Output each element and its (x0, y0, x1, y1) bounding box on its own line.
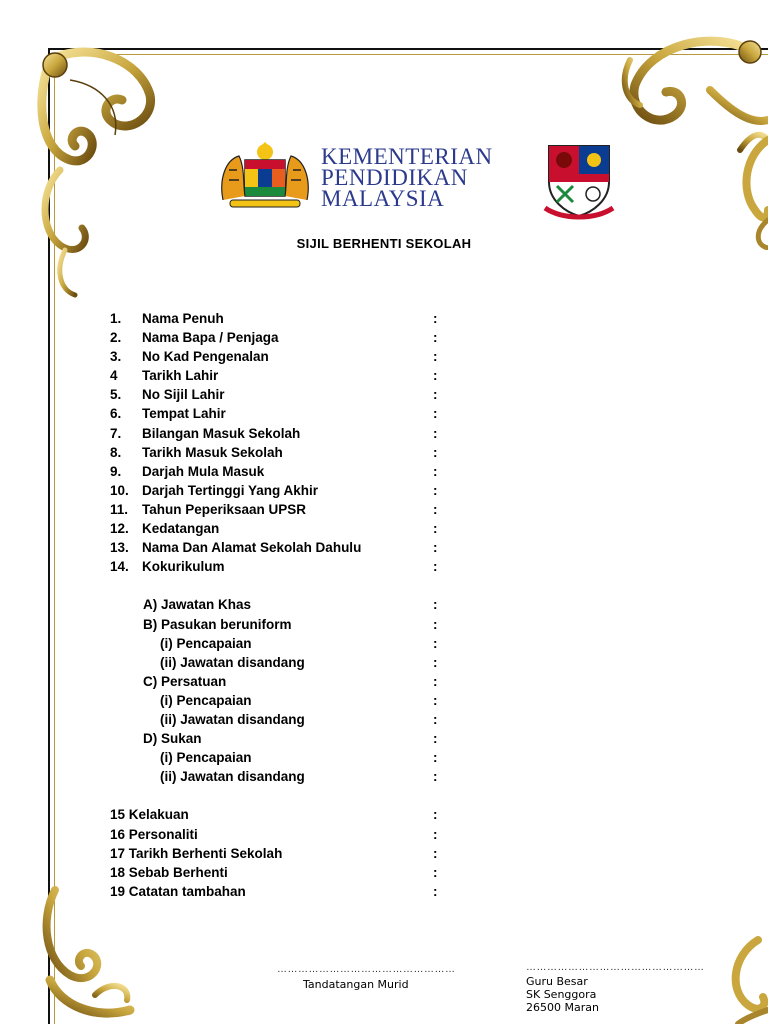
school-name: SK Senggora (526, 988, 597, 1001)
field-number: 13. (110, 540, 129, 556)
field-row (110, 387, 450, 406)
field-row (110, 807, 450, 826)
field-colon: : (433, 616, 438, 632)
field-label: 16 Personaliti (110, 826, 198, 842)
ministry-line-1: KEMENTERIAN (321, 144, 493, 169)
field-number: 14. (110, 559, 129, 575)
field-colon: : (433, 731, 438, 747)
field-label: Kokurikulum (142, 559, 225, 575)
field-label: Nama Dan Alamat Sekolah Dahulu (142, 540, 362, 556)
field-colon: : (433, 463, 438, 479)
field-number: 6. (110, 406, 122, 422)
field-label: No Sijil Lahir (142, 387, 225, 403)
cocurricular-label: A) Jawatan Khas (143, 597, 252, 613)
cocurricular-label: (i) Pencapaian (160, 750, 252, 766)
cocurricular-label: (ii) Jawatan disandang (160, 711, 305, 727)
cocurricular-label: (i) Pencapaian (160, 635, 252, 651)
field-number: 9. (110, 463, 122, 479)
field-label: Kedatangan (142, 521, 220, 537)
field-number: 7. (110, 425, 122, 441)
spacer (110, 788, 450, 807)
field-number: 4 (110, 368, 118, 384)
field-row (110, 426, 450, 445)
field-label: Bilangan Masuk Sekolah (142, 425, 301, 441)
cocurricular-row (110, 769, 450, 788)
student-signature-line: …………………………………………… (277, 964, 456, 975)
field-label: 17 Tarikh Berhenti Sekolah (110, 845, 283, 861)
field-row (110, 865, 450, 884)
field-number: 10. (110, 482, 129, 498)
field-label: Nama Penuh (142, 311, 224, 326)
student-signature-label: Tandatangan Murid (303, 978, 409, 991)
field-row (110, 846, 450, 865)
field-number: 1. (110, 311, 122, 326)
field-colon: : (433, 635, 438, 651)
field-row (110, 483, 450, 502)
cocurricular-row (110, 597, 450, 616)
field-colon: : (433, 521, 438, 537)
cocurricular-label: (i) Pencapaian (160, 692, 252, 708)
cocurricular-label: (ii) Jawatan disandang (160, 654, 305, 670)
field-colon: : (433, 559, 438, 575)
ministry-line-3: MALAYSIA (321, 186, 445, 211)
field-colon: : (433, 406, 438, 422)
cocurricular-row (110, 674, 450, 693)
field-colon: : (433, 482, 438, 498)
field-row (110, 406, 450, 425)
field-colon: : (433, 692, 438, 708)
field-colon: : (433, 349, 438, 365)
field-row (110, 464, 450, 483)
school-crest-icon (543, 142, 615, 220)
field-row (110, 330, 450, 349)
field-colon: : (433, 750, 438, 766)
spacer (110, 578, 450, 597)
field-number: 8. (110, 444, 122, 460)
field-colon: : (433, 425, 438, 441)
field-colon: : (433, 864, 438, 880)
cocurricular-row (110, 693, 450, 712)
field-colon: : (433, 540, 438, 556)
cocurricular-row (110, 712, 450, 731)
field-colon: : (433, 654, 438, 670)
field-row (110, 884, 450, 903)
field-row (110, 445, 450, 464)
field-label: Nama Bapa / Penjaga (142, 330, 279, 346)
field-label: No Kad Pengenalan (142, 349, 269, 365)
field-row (110, 521, 450, 540)
field-number: 2. (110, 330, 122, 346)
ornament-bottom-right (718, 935, 768, 1024)
cocurricular-label: (ii) Jawatan disandang (160, 769, 305, 785)
ornament-right-edge (735, 130, 768, 250)
cocurricular-row (110, 731, 450, 750)
student-details-list (110, 311, 450, 903)
field-row (110, 827, 450, 846)
field-label: Tahun Peperiksaan UPSR (142, 501, 307, 517)
field-label: 19 Catatan tambahan (110, 883, 246, 899)
field-row (110, 349, 450, 368)
field-row (110, 311, 450, 330)
ministry-name (321, 146, 493, 209)
headmaster-block (526, 975, 599, 1014)
school-address: 26500 Maran (526, 1001, 599, 1014)
header-logos (215, 140, 625, 220)
cocurricular-label: C) Persatuan (143, 673, 227, 689)
field-row (110, 559, 450, 578)
field-colon: : (433, 673, 438, 689)
field-colon: : (433, 807, 438, 823)
field-label: 18 Sebab Berhenti (110, 864, 228, 880)
field-row (110, 368, 450, 387)
field-row (110, 502, 450, 521)
field-colon: : (433, 826, 438, 842)
field-colon: : (433, 311, 438, 326)
field-colon: : (433, 501, 438, 517)
field-label: 15 Kelakuan (110, 807, 189, 823)
field-colon: : (433, 387, 438, 403)
field-number: 3. (110, 349, 122, 365)
field-colon: : (433, 883, 438, 899)
field-colon: : (433, 368, 438, 384)
field-colon: : (433, 597, 438, 613)
field-colon: : (433, 330, 438, 346)
field-colon: : (433, 845, 438, 861)
cocurricular-row (110, 655, 450, 674)
field-colon: : (433, 769, 438, 785)
field-number: 12. (110, 521, 129, 537)
field-label: Tarikh Lahir (142, 368, 219, 384)
field-colon: : (433, 711, 438, 727)
cocurricular-row (110, 617, 450, 636)
headmaster-signature-line: …………………………………………… (526, 962, 705, 973)
cocurricular-label: D) Sukan (143, 731, 202, 747)
field-label: Darjah Mula Masuk (142, 463, 265, 479)
field-row (110, 540, 450, 559)
field-label: Darjah Tertinggi Yang Akhir (142, 482, 319, 498)
field-number: 5. (110, 387, 122, 403)
headmaster-title: Guru Besar (526, 975, 588, 988)
ornament-top-left (30, 40, 170, 300)
field-label: Tempat Lahir (142, 406, 226, 422)
cocurricular-row (110, 636, 450, 655)
cocurricular-label: B) Pasukan beruniform (143, 616, 292, 632)
field-label: Tarikh Masuk Sekolah (142, 444, 283, 460)
field-colon: : (433, 444, 438, 460)
certificate-title: SIJIL BERHENTI SEKOLAH (296, 236, 472, 251)
field-number: 11. (110, 501, 129, 517)
ministry-line-2: PENDIDIKAN (321, 165, 468, 190)
malaysia-coat-of-arms-icon (215, 140, 315, 212)
cocurricular-row (110, 750, 450, 769)
